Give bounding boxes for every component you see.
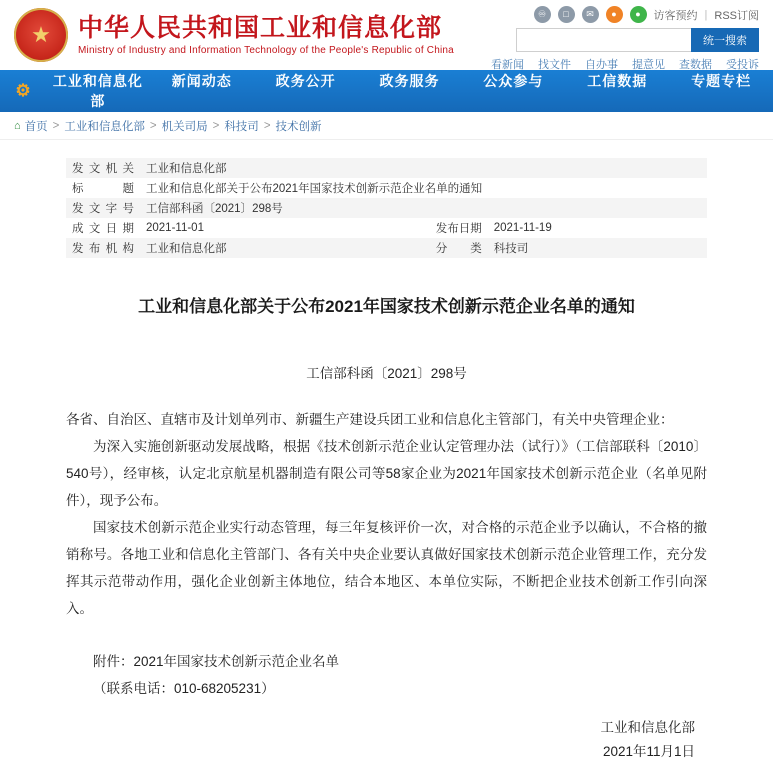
signer-name: 工业和信息化部 — [66, 716, 695, 740]
signature-block — [66, 716, 707, 764]
article-paragraph-salutation: 各省、自治区、直辖市及计划单列市、新疆生产建设兵团工业和信息化主管部门，有关中央管理企业： — [66, 406, 707, 433]
meta-value-title: 工业和信息化部关于公布2021年国家技术创新示范企业名单的通知 — [140, 178, 707, 198]
visitor-reservation-link[interactable]: 访客预约 — [654, 7, 698, 23]
nav-item-special-topics[interactable]: 专题专栏 — [669, 71, 773, 111]
accessibility-icon[interactable]: ♾ — [534, 6, 551, 23]
header-tools — [534, 6, 759, 23]
breadcrumb — [0, 112, 773, 140]
breadcrumb-item-departments[interactable]: 机关司局 — [162, 118, 208, 134]
meta-label-publisher: 发布机构 — [66, 238, 140, 258]
table-row — [66, 198, 707, 218]
meta-label-category: 分 类 — [430, 238, 488, 258]
national-emblem-icon — [14, 8, 68, 62]
document-number: 工信部科函〔2021〕298号 — [66, 362, 707, 382]
contact-line: （联系电话：010-68205231） — [66, 675, 707, 702]
table-row — [66, 178, 707, 198]
nav-item-public-participation[interactable]: 公众参与 — [461, 71, 565, 111]
nav-items — [46, 71, 773, 111]
site-title-en: Ministry of Industry and Information Technology of the People's Republic of China — [78, 45, 454, 56]
tool-separator: | — [705, 9, 708, 21]
meta-label-document-number: 发文字号 — [66, 198, 140, 218]
table-row — [66, 218, 707, 238]
article-paragraph-1: 为深入实施创新驱动发展战略，根据《技术创新示范企业认定管理办法（试行）》（工信部联科〔2010〕540号），经审核，认定北京航星机器制造有限公司等58家企业为2021年国家技术创新示范企业（名单见附件），现予公布。 — [66, 433, 707, 514]
mail-icon[interactable]: ✉ — [582, 6, 599, 23]
meta-value-written-date: 2021-11-01 — [140, 218, 430, 238]
table-row — [66, 238, 707, 258]
meta-value-issuing-authority: 工业和信息化部 — [140, 158, 707, 178]
search-area — [516, 28, 759, 52]
meta-value-publisher: 工业和信息化部 — [140, 238, 430, 258]
meta-label-issuing-authority: 发文机关 — [66, 158, 140, 178]
document-content — [0, 140, 773, 764]
attachment-line[interactable]: 附件：2021年国家技术创新示范企业名单 — [66, 648, 707, 675]
site-header — [0, 0, 773, 70]
meta-label-title: 标 题 — [66, 178, 140, 198]
breadcrumb-separator: > — [213, 120, 220, 132]
mobile-icon[interactable]: □ — [558, 6, 575, 23]
breadcrumb-item-ministry[interactable]: 工业和信息化部 — [64, 118, 145, 134]
weibo-icon[interactable]: ● — [630, 6, 647, 23]
quicklink-services[interactable]: 自办事 — [585, 56, 618, 72]
meta-value-publish-date: 2021-11-19 — [488, 218, 707, 238]
document-meta-table — [66, 158, 707, 258]
quick-links — [491, 56, 759, 72]
meta-value-category: 科技司 — [488, 238, 707, 258]
quicklink-news[interactable]: 看新闻 — [491, 56, 524, 72]
site-title-cn: 中华人民共和国工业和信息化部 — [78, 14, 454, 43]
gear-icon: ⚙ — [0, 81, 46, 101]
nav-item-government-disclosure[interactable]: 政务公开 — [254, 71, 358, 111]
quicklink-feedback[interactable]: 提意见 — [632, 56, 665, 72]
table-row — [66, 158, 707, 178]
main-navigation — [0, 70, 773, 112]
nav-item-industry-data[interactable]: 工信数据 — [565, 71, 669, 111]
home-icon: ⌂ — [14, 120, 21, 132]
attachment-block — [66, 648, 707, 702]
search-input[interactable] — [516, 28, 691, 52]
quicklink-complaints[interactable]: 受投诉 — [726, 56, 759, 72]
breadcrumb-item-science-department[interactable]: 科技司 — [224, 118, 259, 134]
breadcrumb-separator: > — [53, 120, 60, 132]
nav-item-news[interactable]: 新闻动态 — [150, 71, 254, 111]
search-button[interactable]: 统一搜索 — [691, 28, 759, 52]
meta-label-publish-date: 发布日期 — [430, 218, 488, 238]
quicklink-documents[interactable]: 找文件 — [538, 56, 571, 72]
wechat-icon[interactable]: ● — [606, 6, 623, 23]
signature-date: 2021年11月1日 — [66, 740, 695, 764]
article-paragraph-2: 国家技术创新示范企业实行动态管理，每三年复核评价一次，对合格的示范企业予以确认，不合格的撤销称号。各地工业和信息化主管部门、各有关中央企业要认真做好国家技术创新示范企业管理工作，充分发挥其示范带动作用，强化企业创新主体地位，结合本地区、本单位实际，不断把企业技术创新工作引向深入。 — [66, 514, 707, 622]
breadcrumb-separator: > — [150, 120, 157, 132]
nav-item-ministry[interactable]: 工业和信息化部 — [46, 71, 150, 111]
meta-value-document-number: 工信部科函〔2021〕298号 — [140, 198, 707, 218]
nav-item-government-services[interactable]: 政务服务 — [358, 71, 462, 111]
page-title: 工业和信息化部关于公布2021年国家技术创新示范企业名单的通知 — [66, 294, 707, 320]
rss-link[interactable]: RSS订阅 — [714, 7, 759, 23]
article-body — [66, 406, 707, 622]
breadcrumb-item-current: 技术创新 — [276, 118, 322, 134]
breadcrumb-item-home[interactable]: 首页 — [25, 118, 48, 134]
meta-label-written-date: 成文日期 — [66, 218, 140, 238]
breadcrumb-separator: > — [264, 120, 271, 132]
quicklink-data[interactable]: 查数据 — [679, 56, 712, 72]
site-title-block — [78, 14, 454, 57]
